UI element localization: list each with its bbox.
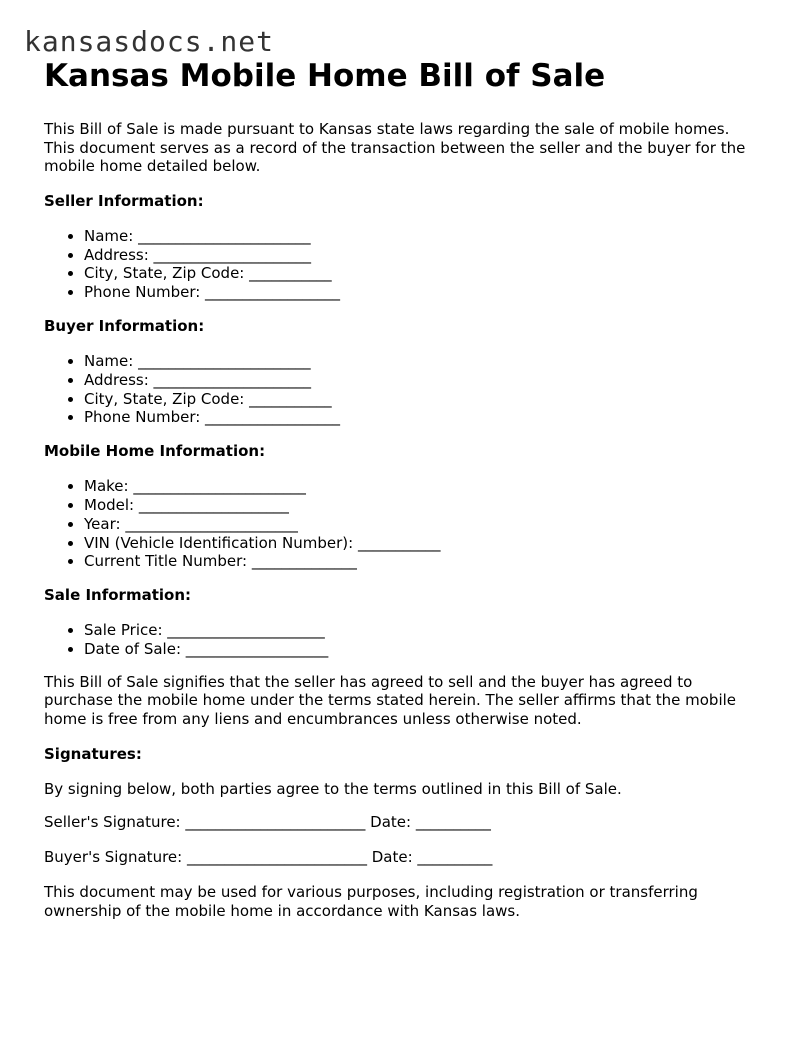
mobile-home-heading: Mobile Home Information: bbox=[44, 442, 266, 461]
model-item: • Model: ____________________ bbox=[84, 496, 764, 515]
affirmation-paragraph: This Bill of Sale signifies that the seller has agreed to sell and the buyer has agreed to purchase the mobile home under the terms stated herein. The seller affirms that the mobile home is free from any liens and encumbrances unless otherwise noted. bbox=[44, 672, 737, 728]
document-title: Kansas Mobile Home Bill of Sale bbox=[44, 58, 606, 94]
watermark-text: kansasdocs.net bbox=[24, 25, 275, 58]
buyer-phone-item: • Phone Number: __________________ bbox=[84, 408, 764, 427]
buyer-name-item: • Name: _______________________ bbox=[84, 352, 764, 371]
seller-address-item: • Address: _____________________ bbox=[84, 246, 764, 265]
buyer-heading: Buyer Information: bbox=[44, 316, 205, 335]
title-number-item: • Current Title Number: ______________ bbox=[84, 552, 764, 571]
sale-heading: Sale Information: bbox=[44, 586, 191, 605]
seller-signature-line: Seller's Signature: ________________________ Date: __________ bbox=[44, 813, 491, 832]
document-body bbox=[44, 56, 764, 935]
signatures-heading: Signatures: bbox=[44, 744, 142, 763]
seller-city-item: • City, State, Zip Code: ___________ bbox=[84, 264, 764, 283]
make-item: • Make: _______________________ bbox=[84, 477, 764, 496]
sale-list bbox=[44, 621, 764, 659]
mobile-home-list bbox=[44, 477, 764, 571]
seller-heading: Seller Information: bbox=[44, 191, 204, 210]
sale-date-item: • Date of Sale: ___________________ bbox=[84, 640, 764, 659]
agreement-paragraph: By signing below, both parties agree to the terms outlined in this Bill of Sale. bbox=[44, 779, 622, 798]
buyer-city-item: • City, State, Zip Code: ___________ bbox=[84, 390, 764, 409]
closing-paragraph: This document may be used for various purposes, including registration or transferring ownership of the mobile home in accordance with Kansas laws. bbox=[44, 883, 698, 920]
vin-item: • VIN (Vehicle Identification Number): ___________ bbox=[84, 534, 764, 553]
year-item: • Year: _______________________ bbox=[84, 515, 764, 534]
buyer-signature-line: Buyer's Signature: ________________________ Date: __________ bbox=[44, 848, 493, 867]
seller-list bbox=[44, 227, 764, 302]
intro-paragraph: This Bill of Sale is made pursuant to Kansas state laws regarding the sale of mobile homes. This document serves as a record of the transaction between the seller and the buyer for the mobile home detailed below. bbox=[44, 120, 746, 176]
buyer-address-item: • Address: _____________________ bbox=[84, 371, 764, 390]
seller-name-item: • Name: _______________________ bbox=[84, 227, 764, 246]
seller-phone-item: • Phone Number: __________________ bbox=[84, 283, 764, 302]
sale-price-item: • Sale Price: _____________________ bbox=[84, 621, 764, 640]
buyer-list bbox=[44, 352, 764, 427]
